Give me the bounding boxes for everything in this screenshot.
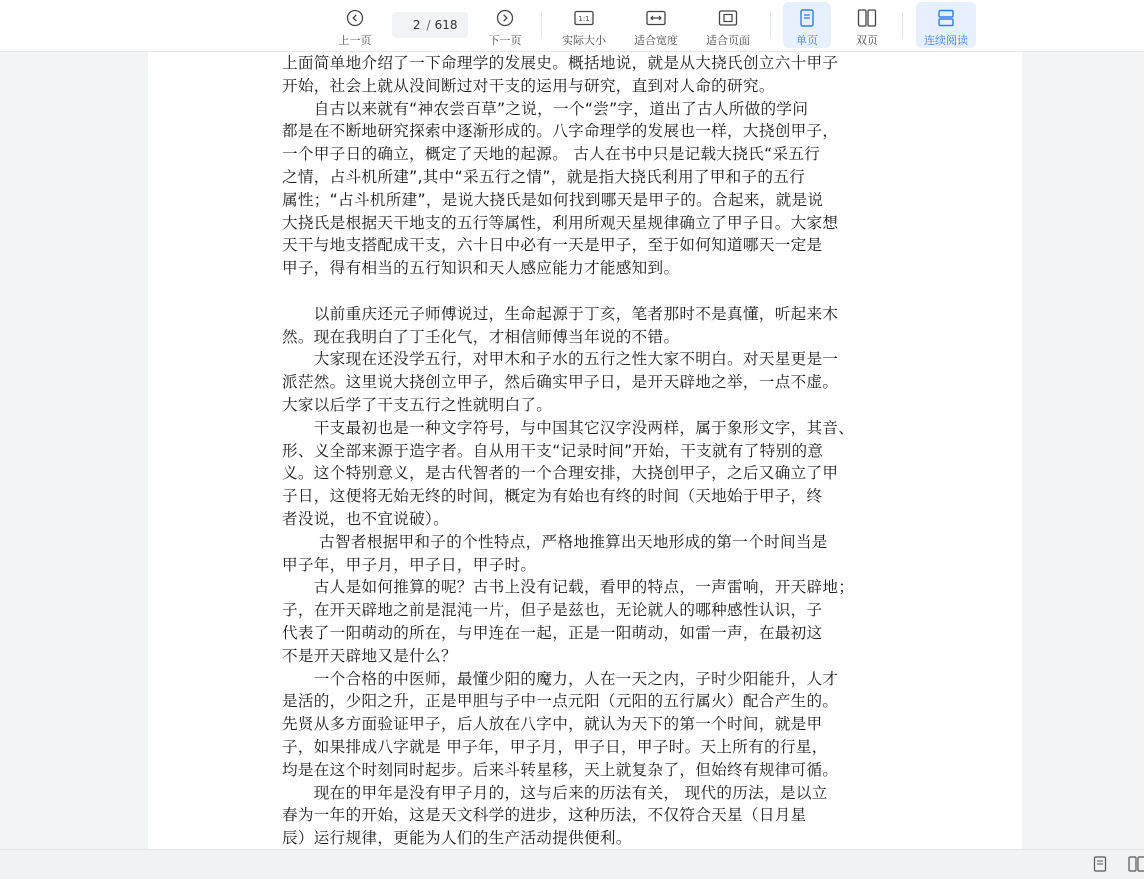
text-line: 属性；“占斗机所建”，是说大挠氏是如何找到哪天是甲子的。合起来，就是说 [282, 190, 824, 209]
double-page-icon[interactable] [1128, 855, 1144, 873]
text-line: 代表了一阳萌动的所在，与甲连在一起，正是一阳萌动，如雷一声，在最初这 [282, 623, 823, 642]
page-text [282, 52, 902, 849]
document-viewport[interactable] [0, 52, 1144, 849]
text-line: 一个合格的中医师，最懂少阳的魔力，人在一天之内，子时少阳能升，人才 [282, 669, 839, 688]
text-line: 大挠氏是根据天干地支的五行等属性，利用所观天星规律确立了甲子日。大家想 [282, 213, 839, 232]
text-line: 均是在这个时刻同时起步。后来斗转星移，天上就复杂了，但始终有规律可循。 [282, 760, 839, 779]
next-page-label: 下一页 [488, 34, 522, 47]
continuous-reading-button[interactable] [916, 2, 976, 48]
text-line: 古智者根据甲和子的个性特点，严格地推算出天地形成的第一个时间当是 [282, 532, 828, 551]
double-page-button[interactable] [845, 0, 889, 52]
fit-width-label: 适合宽度 [634, 34, 678, 47]
text-line: 是活的，少阳之升，正是甲胆与子中一点元阳（元阳的五行属火）配合产生的。 [282, 692, 839, 711]
fit-page-button[interactable] [700, 0, 756, 52]
single-page-icon [795, 6, 819, 30]
double-page-icon [855, 6, 879, 30]
actual-size-button[interactable] [556, 0, 612, 52]
double-page-label: 双页 [856, 34, 878, 47]
text-line: 现在的甲年是没有甲子月的，这与后来的历法有关， 现代的历法，是以立 [282, 783, 828, 802]
toolbar-divider [541, 12, 542, 38]
prev-page-button[interactable] [335, 0, 375, 52]
text-line: 之情，占斗机所建”,其中“采五行之情”，就是指大挠氏利用了甲和子的五行 [282, 167, 806, 186]
toolbar [0, 0, 1144, 52]
text-line: 古人是如何推算的呢？古书上没有记载，看甲的特点，一声雷响，开天辟地； [282, 578, 855, 597]
fit-width-button[interactable] [628, 0, 684, 52]
blank-line [282, 280, 902, 303]
text-line: 子，在开天辟地之前是混沌一片，但子是兹也，无论就人的哪种感性认识，子 [282, 601, 823, 620]
single-page-icon[interactable] [1091, 855, 1109, 873]
page-number-input[interactable] [403, 18, 421, 32]
text-line: 春为一年的开始，这是天文科学的进步，这种历法，不仅符合天星（日月星 [282, 806, 807, 825]
text-line: 以前重庆还元子师傅说过，生命起源于丁亥，笔者那时不是真懂，听起来木 [282, 304, 839, 323]
status-bar [0, 849, 1144, 879]
actual-size-icon [572, 6, 596, 30]
text-line: 义。这个特别意义，是古代智者的一个合理安排，大挠创甲子，之后又确立了甲 [282, 464, 839, 483]
text-line: 先贤从多方面验证甲子，后人放在八字中，就认为天下的第一个时间，就是甲 [282, 715, 823, 734]
text-line: 干支最初也是一种文字符号，与中国其它汉字没两样，属于象形文字，其音、 [282, 418, 855, 437]
chevron-left-circle-icon [343, 6, 367, 30]
text-line: 大家以后学了干支五行之性就明白了。 [282, 395, 553, 414]
text-line: 不是开天辟地又是什么？ [282, 646, 457, 665]
actual-size-label: 实际大小 [562, 34, 606, 47]
text-line: 甲子年，甲子月，甲子日，甲子时。 [282, 555, 537, 574]
fit-page-icon [716, 6, 740, 30]
page-separator: / [426, 18, 431, 32]
next-page-button[interactable] [485, 0, 525, 52]
text-line: 然。现在我明白了丁壬化气，才相信师傅当年说的不错。 [282, 327, 680, 346]
toolbar-divider [770, 12, 771, 38]
text-line: 开始，社会上就从没间断过对干支的运用与研究，直到对人命的研究。 [282, 76, 775, 95]
text-line: 者没说，也不宜说破）。 [282, 509, 450, 528]
toolbar-divider [902, 12, 903, 38]
single-page-label: 单页 [796, 34, 818, 47]
text-line: 子日，这便将无始无终的时间，概定为有始也有终的时间（天地始于甲子，终 [282, 487, 823, 506]
single-page-button[interactable] [783, 2, 831, 48]
prev-page-label: 上一页 [338, 34, 372, 47]
text-line: 子，如果排成八字就是 甲子年，甲子月，甲子日，甲子时。天上所有的行星， [282, 737, 828, 756]
text-line: 上面简单地介绍了一下命理学的发展史。概括地说，就是从大挠氏创立六十甲子 [282, 54, 839, 72]
text-line: 自古以来就有“神农尝百草”之说，一个“尝”字，道出了古人所做的学问 [282, 99, 809, 118]
document-page [148, 52, 1022, 849]
text-line: 辰）运行规律，更能为人们的生产活动提供便利。 [282, 829, 632, 848]
text-line: 天干与地支搭配成干支，六十日中必有一天是甲子，至于如何知道哪天一定是 [282, 236, 823, 255]
text-line: 都是在不断地研究探索中逐渐形成的。八字命理学的发展也一样，大挠创甲子， [282, 122, 839, 141]
page-total: 618 [434, 18, 458, 32]
continuous-reading-label: 连续阅读 [924, 34, 968, 47]
text-line: 甲子，得有相当的五行知识和天人感应能力才能感知到。 [282, 259, 680, 278]
continuous-reading-icon [934, 6, 958, 30]
svg-text:1:1: 1:1 [578, 15, 590, 23]
fit-page-label: 适合页面 [706, 34, 750, 47]
text-line: 形、义全部来源于造字者。自从用干支“记录时间”开始，干支就有了特别的意 [282, 441, 824, 460]
page-number-field [392, 12, 468, 38]
chevron-right-circle-icon [493, 6, 517, 30]
text-line: 一个甲子日的确立，概定了天地的起源。 古人在书中只是记载大挠氏“采五行 [282, 145, 821, 164]
fit-width-icon [644, 6, 668, 30]
text-line: 派茫然。这里说大挠创立甲子，然后确实甲子日，是开天辟地之举，一点不虚。 [282, 373, 839, 392]
text-line: 大家现在还没学五行，对甲木和子水的五行之性大家不明白。对天星更是一 [282, 350, 839, 369]
